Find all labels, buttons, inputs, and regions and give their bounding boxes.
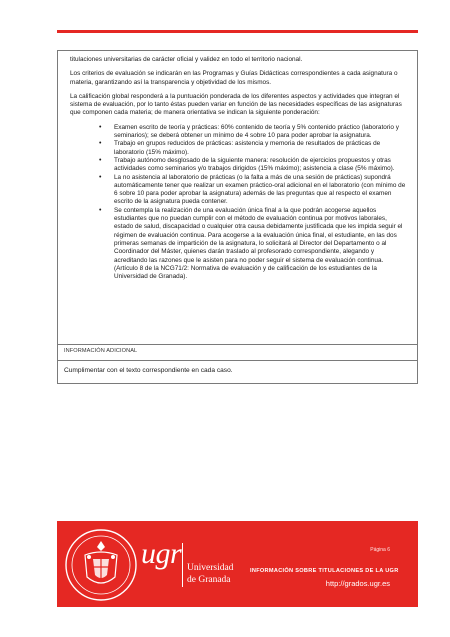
continuation-text: titulaciones universitarias de carácter oficial y validez en todo el territorio nacional. (70, 56, 303, 63)
evaluation-content (58, 51, 417, 281)
evaluation-section (57, 50, 418, 344)
additional-info-body (57, 360, 418, 384)
university-name-line1: Universidad (187, 563, 234, 573)
criteria-paragraph: Los criterios de evaluación se indicarán en las Programas y Guías Didácticas correspondientes a cada asignatura o materia, garantizando así la transparencia y objetividad de los mismos. (70, 70, 398, 86)
university-name (187, 562, 233, 586)
university-seal-icon (63, 527, 139, 603)
weighting-list (70, 124, 407, 282)
ugr-logo: ugr (141, 537, 182, 570)
list-item: • Examen escrito de teoría y prácticas: 60% contenido de teoría y 5% contenido práctico (laboratorio y seminarios); se deberá obtener un mínimo de 4 sobre 10 para poder aprobar la asignatura. (114, 124, 407, 141)
weighting-paragraph: La calificación global responderá a la puntuación ponderada de los diferentes aspectos y actividades que integran el sistema de evaluación, por lo tanto éstas pueden variar en función de las necesidades específicas de las asignaturas que componen cada materia; de manera orientativa se indican la siguiente ponderación: (70, 92, 402, 117)
page-footer (57, 521, 418, 607)
list-item: • Se contempla la realización de una evaluación única final a la que podrán acogerse aquellos estudiantes que no puedan cumplir con el método de evaluación continua por motivos laborales, estado de salud, discapacidad o cualquier otra causa debidamente justificada que les impida seguir el régimen de evaluación continua. Para acogerse a la evaluación única final, el estudiante, en las dos primeras semanas de impartición de la asignatura, lo solicitará al Director del Departamento o al Coordinador del Máster, quienes darán traslado al profesorado correspondiente, alegando y acreditando las razones que le asisten para no poder seguir el sistema de evaluación continua. (Artículo 8 de la NCG71/2: Normativa de evaluación y de calificación de los estudiantes de la Universidad de Granada). (114, 207, 407, 282)
list-item: • Trabajo en grupos reducidos de prácticas: asistencia y memoria de resultados de prácticas de laboratorio (15% máximo). (114, 140, 407, 157)
section-heading: INFORMACIÓN ADICIONAL (64, 348, 138, 354)
page-number: Página 6 (370, 547, 390, 553)
top-accent-bar (57, 30, 418, 33)
footer-url-link[interactable]: http://grados.ugr.es (325, 579, 390, 588)
additional-info-text: Cumplimentar con el texto correspondiente en cada caso. (64, 367, 233, 374)
logo-divider (182, 543, 183, 587)
list-item: • Trabajo autónomo desglosado de la siguiente manera: resolución de ejercicios propuestos y otras actividades como seminarios y/o trabajos dirigidos (15% máximo); asistencia a clase (5% máximo). (114, 157, 407, 174)
university-name-line2: de Granada (187, 575, 231, 585)
footer-title: INFORMACIÓN SOBRE TITULACIONES DE LA UGR (250, 568, 399, 574)
list-item: • La no asistencia al laboratorio de prácticas (o la falta a más de una sesión de prácticas) supondrá automáticamente tener que realizar un examen práctico-oral adicional en el laboratorio (con mínimo de 6 sobre 10 para poder aprobar la asignatura) además de las preguntas que al respecto el examen escrito de la asignatura pueda contener. (114, 174, 407, 207)
additional-info-header (57, 344, 418, 360)
